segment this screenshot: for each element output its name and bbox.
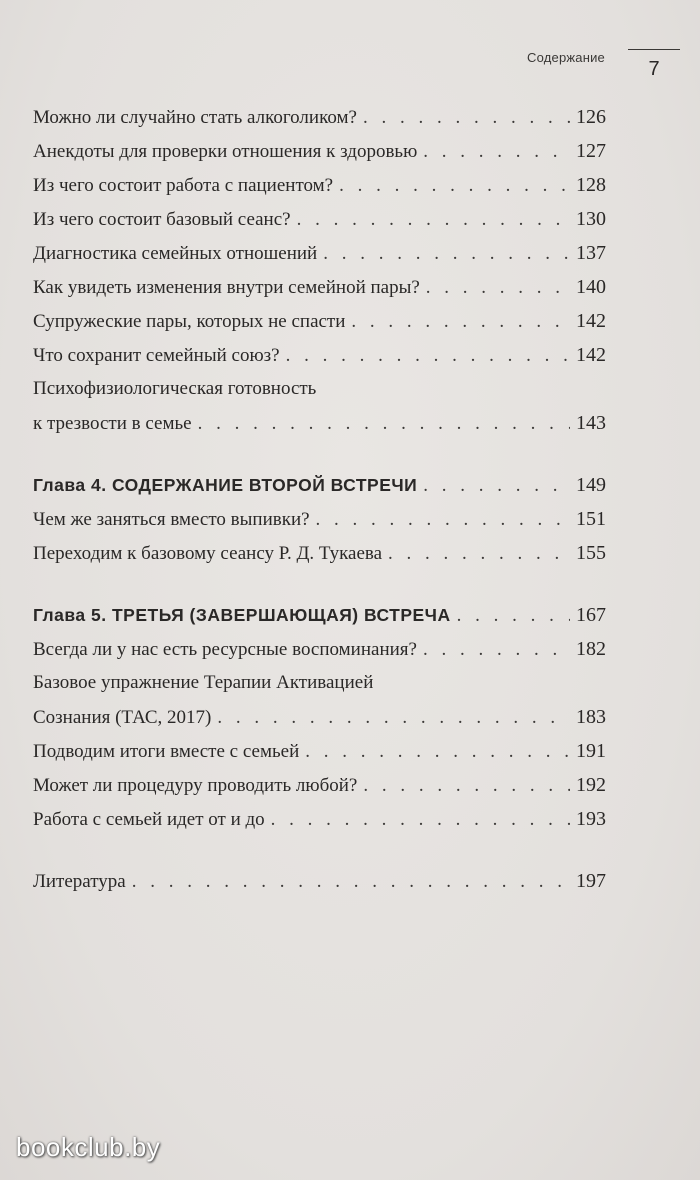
- toc-entry-title: Работа с семьей идет от и до: [33, 809, 265, 830]
- toc-entry-title-line1: Базовое упражнение Терапии Активацией: [33, 672, 374, 693]
- toc-entry-title: Анекдоты для проверки отношения к здоровью: [33, 141, 418, 162]
- toc-entry: [33, 768, 606, 802]
- dot-leader: [351, 305, 570, 339]
- toc-entry: [33, 100, 606, 134]
- toc-entry-page: 142: [576, 344, 606, 366]
- toc-entry-page: 140: [576, 276, 606, 298]
- dot-leader: [339, 169, 570, 203]
- toc-entry-page: 128: [576, 174, 606, 196]
- page-number: 7: [648, 58, 660, 80]
- toc-entry-title: Всегда ли у нас есть ресурсные воспоминания?: [33, 639, 417, 660]
- chapter-title: Глава 5. ТРЕТЬЯ (ЗАВЕРШАЮЩАЯ) ВСТРЕЧА: [33, 605, 451, 625]
- toc-entry-page: 142: [576, 310, 606, 332]
- toc-entry-page: 167: [576, 604, 606, 626]
- toc-entry-title: Из чего состоит работа с пациентом?: [33, 175, 334, 196]
- dot-leader: [316, 503, 570, 537]
- toc-entry-page: 182: [576, 638, 606, 660]
- toc-entry: [33, 236, 606, 270]
- toc-entry-title: Подводим итоги вместе с семьей: [33, 741, 300, 762]
- site-watermark: bookclub.by: [16, 1132, 161, 1162]
- dot-leader: [423, 469, 570, 503]
- dot-leader: [423, 633, 570, 667]
- dot-leader: [198, 407, 570, 441]
- toc-entry: [33, 734, 606, 768]
- dot-leader: [426, 271, 570, 305]
- toc-entry-title: Может ли процедуру проводить любой?: [33, 775, 358, 796]
- toc-entry-page: 183: [576, 706, 606, 728]
- dot-leader: [297, 203, 570, 237]
- table-of-contents: [33, 100, 606, 898]
- dot-leader: [457, 599, 570, 633]
- toc-entry: [33, 202, 606, 236]
- toc-entry: [33, 270, 606, 304]
- toc-entry-title: Чем же заняться вместо выпивки?: [33, 509, 310, 530]
- toc-entry-multiline: [33, 666, 606, 734]
- toc-entry-page: 137: [576, 242, 606, 264]
- toc-entry-page: 191: [576, 740, 606, 762]
- toc-literature: [33, 864, 606, 898]
- toc-entry: [33, 502, 606, 536]
- toc-chapter-5: [33, 598, 606, 632]
- toc-entry-page: 197: [576, 870, 606, 892]
- spacer: [33, 440, 606, 468]
- toc-entry-page: 126: [576, 106, 606, 128]
- dot-leader: [305, 735, 570, 769]
- toc-entry: [33, 134, 606, 168]
- toc-entry-page: 130: [576, 208, 606, 230]
- toc-entry-page: 192: [576, 774, 606, 796]
- toc-entry: [33, 304, 606, 338]
- dot-leader: [363, 769, 570, 803]
- toc-entry-title: Как увидеть изменения внутри семейной пары?: [33, 277, 420, 298]
- dot-leader: [132, 865, 570, 899]
- toc-entry: [33, 168, 606, 202]
- dot-leader: [271, 803, 570, 837]
- toc-entry: [33, 536, 606, 570]
- toc-entry-title: Что сохранит семейный союз?: [33, 345, 280, 366]
- toc-entry-page: 193: [576, 808, 606, 830]
- toc-entry-title: Можно ли случайно стать алкоголиком?: [33, 107, 357, 128]
- toc-entry-page: 149: [576, 474, 606, 496]
- toc-entry-title: Диагностика семейных отношений: [33, 243, 318, 264]
- header-rule: [628, 49, 680, 50]
- chapter-title: Глава 4. СОДЕРЖАНИЕ ВТОРОЙ ВСТРЕЧИ: [33, 475, 418, 495]
- toc-entry-page: 127: [576, 140, 606, 162]
- toc-entry-title: Из чего состоит базовый сеанс?: [33, 209, 291, 230]
- dot-leader: [388, 537, 570, 571]
- toc-entry-title: Переходим к базовому сеансу Р. Д. Тукаева: [33, 543, 383, 564]
- dot-leader: [323, 237, 570, 271]
- toc-entry-page: 155: [576, 542, 606, 564]
- toc-entry-title: Супружеские пары, которых не спасти: [33, 311, 346, 332]
- toc-entry-multiline: [33, 372, 606, 440]
- dot-leader: [286, 339, 570, 373]
- toc-entry-page: 143: [576, 412, 606, 434]
- dot-leader: [423, 135, 570, 169]
- toc-entry-title-line2: к трезвости в семье: [33, 413, 192, 434]
- dot-leader: [363, 101, 570, 135]
- toc-entry: [33, 338, 606, 372]
- toc-entry: [33, 802, 606, 836]
- running-head: Содержание: [527, 50, 605, 65]
- toc-chapter-4: [33, 468, 606, 502]
- toc-entry-title-line2: Сознания (ТАС, 2017): [33, 707, 212, 728]
- dot-leader: [217, 701, 570, 735]
- toc-entry-title-line1: Психофизиологическая готовность: [33, 378, 317, 399]
- toc-entry-title: Литература: [33, 871, 126, 892]
- toc-entry: [33, 632, 606, 666]
- spacer: [33, 570, 606, 598]
- toc-entry-page: 151: [576, 508, 606, 530]
- spacer: [33, 836, 606, 864]
